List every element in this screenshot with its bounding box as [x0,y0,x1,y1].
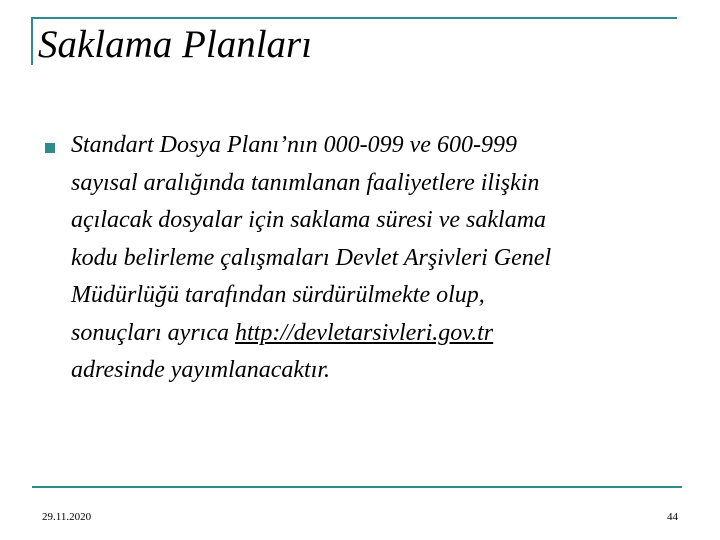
page-number: 44 [667,511,678,523]
body-line: açılacak dosyalar için saklama süresi ve saklama [71,207,547,233]
archives-website-link[interactable]: http://devletarsivleri.gov.tr [234,319,494,346]
title-frame-top-line [31,17,677,19]
body-line: kodu belirleme çalışmaları Devlet Arşivleri Genel [71,244,552,271]
square-bullet-icon [45,143,55,153]
body-line: Standart Dosya Planı’nın 000-099 ve 600-999 [71,132,517,158]
body-line-with-link [71,315,696,353]
bullet-text [71,127,696,390]
body-line: sayısal aralığında tanımlanan faaliyetlere ilişkin [71,169,540,196]
footer-divider [32,486,682,488]
body-line: adresinde yayımlanacaktır. [71,357,331,383]
footer-date: 29.11.2020 [42,511,92,523]
slide-title: Saklama Planları [38,23,313,66]
link-prefix-text: sonuçları ayrıca [71,319,235,346]
title-frame-left-line [31,17,33,65]
body-line: Müdürlüğü tarafından sürdürülmekte olup, [71,282,485,308]
